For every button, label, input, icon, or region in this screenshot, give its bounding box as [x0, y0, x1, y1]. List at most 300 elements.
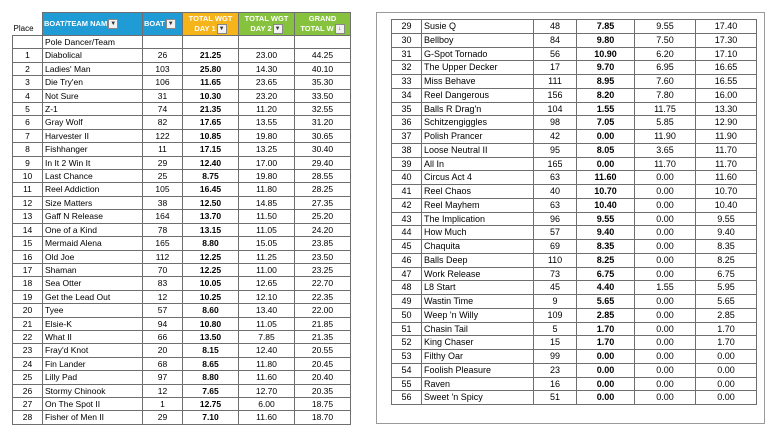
boat-number-cell[interactable]: 66 — [143, 330, 183, 343]
boat-number-cell[interactable]: 97 — [143, 371, 183, 384]
place-cell[interactable]: 54 — [392, 363, 422, 377]
place-cell[interactable]: 49 — [392, 295, 422, 309]
boat-team-name-cell[interactable]: Schitzengiggles — [422, 116, 534, 130]
day1-weight-cell[interactable]: 8.80 — [183, 237, 239, 250]
day2-weight-cell[interactable]: 1.55 — [635, 281, 696, 295]
day2-weight-cell[interactable]: 0.00 — [635, 185, 696, 199]
day2-weight-cell[interactable]: 0.00 — [635, 363, 696, 377]
boat-team-name-cell[interactable]: All In — [422, 157, 534, 171]
day1-weight-cell[interactable]: 25.80 — [183, 62, 239, 75]
day2-weight-cell[interactable]: 11.50 — [239, 210, 295, 223]
day2-weight-cell[interactable]: 0.00 — [635, 377, 696, 391]
column-header-total-wgt-day2[interactable] — [239, 13, 295, 36]
boat-number-cell[interactable]: 48 — [534, 20, 577, 34]
day2-weight-cell[interactable] — [239, 36, 295, 49]
day2-weight-cell[interactable]: 11.75 — [635, 102, 696, 116]
boat-team-name-cell[interactable]: Mermaid Alena — [43, 237, 143, 250]
boat-team-name-cell[interactable]: Not Sure — [43, 89, 143, 102]
day1-weight-cell[interactable]: 0.00 — [577, 363, 635, 377]
day1-weight-cell[interactable]: 10.30 — [183, 89, 239, 102]
boat-number-cell[interactable]: 57 — [534, 226, 577, 240]
boat-number-cell[interactable]: 82 — [143, 116, 183, 129]
grand-total-cell[interactable]: 21.35 — [295, 330, 351, 343]
day1-weight-cell[interactable]: 10.80 — [183, 317, 239, 330]
boat-team-name-cell[interactable]: The Implication — [422, 212, 534, 226]
boat-team-name-cell[interactable]: Reel Mayhem — [422, 198, 534, 212]
day2-weight-cell[interactable]: 7.85 — [239, 330, 295, 343]
grand-total-cell[interactable]: 20.35 — [295, 384, 351, 397]
boat-team-name-cell[interactable]: Work Release — [422, 267, 534, 281]
place-cell[interactable]: 42 — [392, 198, 422, 212]
boat-number-cell[interactable]: 12 — [143, 384, 183, 397]
boat-number-cell[interactable]: 74 — [143, 103, 183, 116]
boat-team-name-cell[interactable]: Harvester II — [43, 129, 143, 142]
day1-weight-cell[interactable]: 12.50 — [183, 196, 239, 209]
boat-number-cell[interactable]: 70 — [143, 263, 183, 276]
place-cell[interactable]: 7 — [13, 129, 43, 142]
day2-weight-cell[interactable]: 12.70 — [239, 384, 295, 397]
place-cell[interactable]: 24 — [13, 357, 43, 370]
place-cell[interactable]: 50 — [392, 308, 422, 322]
place-cell[interactable]: 23 — [13, 344, 43, 357]
day2-weight-cell[interactable]: 5.85 — [635, 116, 696, 130]
boat-number-cell[interactable] — [143, 36, 183, 49]
day1-weight-cell[interactable]: 12.25 — [183, 263, 239, 276]
day1-weight-cell[interactable]: 8.15 — [183, 344, 239, 357]
grand-total-cell[interactable]: 18.75 — [295, 397, 351, 410]
day1-weight-cell[interactable]: 17.65 — [183, 116, 239, 129]
column-header-grand-total[interactable] — [295, 13, 351, 36]
place-cell[interactable]: 37 — [392, 130, 422, 144]
column-header-boat-team-name[interactable] — [43, 13, 143, 36]
day2-weight-cell[interactable]: 0.00 — [635, 295, 696, 309]
day1-weight-cell[interactable]: 9.55 — [577, 212, 635, 226]
day2-weight-cell[interactable]: 6.20 — [635, 47, 696, 61]
grand-total-cell[interactable]: 12.90 — [696, 116, 757, 130]
day2-weight-cell[interactable]: 0.00 — [635, 171, 696, 185]
grand-total-cell[interactable]: 16.55 — [696, 75, 757, 89]
grand-total-cell[interactable]: 30.40 — [295, 143, 351, 156]
boat-number-cell[interactable]: 26 — [143, 49, 183, 62]
grand-total-cell[interactable]: 0.00 — [696, 350, 757, 364]
boat-team-name-cell[interactable]: L8 Start — [422, 281, 534, 295]
boat-team-name-cell[interactable]: Die Try'en — [43, 76, 143, 89]
boat-team-name-cell[interactable]: Reel Addiction — [43, 183, 143, 196]
grand-total-cell[interactable]: 1.70 — [696, 336, 757, 350]
place-cell[interactable]: 8 — [13, 143, 43, 156]
boat-team-name-cell[interactable]: The Upper Decker — [422, 61, 534, 75]
boat-number-cell[interactable]: 112 — [143, 250, 183, 263]
grand-total-cell[interactable]: 5.95 — [696, 281, 757, 295]
day2-weight-cell[interactable]: 0.00 — [635, 253, 696, 267]
place-cell[interactable]: 55 — [392, 377, 422, 391]
boat-number-cell[interactable]: 15 — [534, 336, 577, 350]
grand-total-cell[interactable]: 0.00 — [696, 391, 757, 405]
day1-weight-cell[interactable]: 4.40 — [577, 281, 635, 295]
grand-total-cell[interactable]: 18.70 — [295, 411, 351, 424]
grand-total-cell[interactable]: 17.40 — [696, 20, 757, 34]
day1-weight-cell[interactable]: 8.05 — [577, 143, 635, 157]
place-cell[interactable]: 36 — [392, 116, 422, 130]
day2-weight-cell[interactable]: 6.00 — [239, 397, 295, 410]
day1-weight-cell[interactable]: 6.75 — [577, 267, 635, 281]
day1-weight-cell[interactable]: 16.45 — [183, 183, 239, 196]
place-cell[interactable]: 45 — [392, 240, 422, 254]
day2-weight-cell[interactable]: 19.80 — [239, 170, 295, 183]
boat-team-name-cell[interactable]: Lilly Pad — [43, 371, 143, 384]
boat-number-cell[interactable]: 69 — [534, 240, 577, 254]
day1-weight-cell[interactable]: 12.40 — [183, 156, 239, 169]
grand-total-cell[interactable]: 9.55 — [696, 212, 757, 226]
grand-total-cell[interactable]: 1.70 — [696, 322, 757, 336]
boat-team-name-cell[interactable]: G-Spot Tornado — [422, 47, 534, 61]
day1-weight-cell[interactable]: 0.00 — [577, 377, 635, 391]
day2-weight-cell[interactable]: 11.60 — [239, 371, 295, 384]
place-cell[interactable]: 12 — [13, 196, 43, 209]
day1-weight-cell[interactable]: 8.75 — [183, 170, 239, 183]
boat-number-cell[interactable]: 25 — [143, 170, 183, 183]
boat-team-name-cell[interactable]: How Much — [422, 226, 534, 240]
grand-total-cell[interactable]: 16.65 — [696, 61, 757, 75]
day2-weight-cell[interactable]: 14.85 — [239, 196, 295, 209]
day2-weight-cell[interactable]: 23.00 — [239, 49, 295, 62]
grand-total-cell[interactable]: 11.70 — [696, 143, 757, 157]
day1-weight-cell[interactable]: 2.85 — [577, 308, 635, 322]
boat-number-cell[interactable]: 156 — [534, 88, 577, 102]
boat-team-name-cell[interactable]: Balls Deep — [422, 253, 534, 267]
day2-weight-cell[interactable]: 11.60 — [239, 411, 295, 424]
boat-team-name-cell[interactable]: Gray Wolf — [43, 116, 143, 129]
grand-total-cell[interactable]: 27.35 — [295, 196, 351, 209]
grand-total-cell[interactable]: 16.00 — [696, 88, 757, 102]
day1-weight-cell[interactable]: 10.40 — [577, 198, 635, 212]
boat-number-cell[interactable]: 165 — [534, 157, 577, 171]
place-cell[interactable]: 5 — [13, 103, 43, 116]
boat-team-name-cell[interactable]: Z-1 — [43, 103, 143, 116]
day2-weight-cell[interactable]: 15.05 — [239, 237, 295, 250]
day2-weight-cell[interactable]: 11.00 — [239, 263, 295, 276]
place-cell[interactable]: 15 — [13, 237, 43, 250]
day2-weight-cell[interactable]: 11.70 — [635, 157, 696, 171]
day1-weight-cell[interactable]: 7.65 — [183, 384, 239, 397]
day1-weight-cell[interactable]: 17.15 — [183, 143, 239, 156]
day2-weight-cell[interactable]: 0.00 — [635, 322, 696, 336]
boat-number-cell[interactable]: 96 — [534, 212, 577, 226]
place-cell[interactable]: 43 — [392, 212, 422, 226]
day1-weight-cell[interactable]: 0.00 — [577, 350, 635, 364]
day1-weight-cell[interactable]: 9.70 — [577, 61, 635, 75]
day1-weight-cell[interactable]: 21.25 — [183, 49, 239, 62]
boat-number-cell[interactable]: 164 — [143, 210, 183, 223]
boat-team-name-cell[interactable]: On The Spot II — [43, 397, 143, 410]
grand-total-cell[interactable]: 11.90 — [696, 130, 757, 144]
place-cell[interactable]: 39 — [392, 157, 422, 171]
place-cell[interactable]: 48 — [392, 281, 422, 295]
grand-total-cell[interactable]: 0.00 — [696, 377, 757, 391]
day2-weight-cell[interactable]: 23.65 — [239, 76, 295, 89]
day1-weight-cell[interactable]: 10.70 — [577, 185, 635, 199]
boat-team-name-cell[interactable]: In It 2 Win It — [43, 156, 143, 169]
boat-number-cell[interactable]: 23 — [534, 363, 577, 377]
boat-number-cell[interactable]: 99 — [534, 350, 577, 364]
place-cell[interactable]: 21 — [13, 317, 43, 330]
boat-number-cell[interactable]: 122 — [143, 129, 183, 142]
filter-dropdown-icon[interactable]: ▼ — [273, 24, 283, 34]
boat-number-cell[interactable]: 165 — [143, 237, 183, 250]
day2-weight-cell[interactable]: 12.65 — [239, 277, 295, 290]
place-cell[interactable]: 11 — [13, 183, 43, 196]
place-cell[interactable]: 32 — [392, 61, 422, 75]
grand-total-cell[interactable]: 35.30 — [295, 76, 351, 89]
boat-team-name-cell[interactable]: Size Matters — [43, 196, 143, 209]
boat-team-name-cell[interactable]: Fray'd Knot — [43, 344, 143, 357]
day2-weight-cell[interactable]: 0.00 — [635, 240, 696, 254]
day1-weight-cell[interactable]: 10.05 — [183, 277, 239, 290]
place-cell[interactable]: 52 — [392, 336, 422, 350]
place-cell[interactable]: 31 — [392, 47, 422, 61]
day1-weight-cell[interactable]: 13.70 — [183, 210, 239, 223]
boat-team-name-cell[interactable]: Sea Otter — [43, 277, 143, 290]
day2-weight-cell[interactable]: 0.00 — [635, 198, 696, 212]
day2-weight-cell[interactable]: 12.10 — [239, 290, 295, 303]
boat-team-name-cell[interactable]: Get the Lead Out — [43, 290, 143, 303]
boat-number-cell[interactable]: 29 — [143, 156, 183, 169]
grand-total-cell[interactable]: 23.85 — [295, 237, 351, 250]
grand-total-cell[interactable]: 17.10 — [696, 47, 757, 61]
place-cell[interactable]: 22 — [13, 330, 43, 343]
boat-number-cell[interactable]: 106 — [143, 76, 183, 89]
day1-weight-cell[interactable]: 8.25 — [577, 253, 635, 267]
grand-total-cell[interactable]: 22.70 — [295, 277, 351, 290]
day2-weight-cell[interactable]: 11.05 — [239, 223, 295, 236]
boat-team-name-cell[interactable]: Pole Dancer/Team — [43, 36, 143, 49]
day2-weight-cell[interactable]: 0.00 — [635, 336, 696, 350]
boat-number-cell[interactable]: 95 — [534, 143, 577, 157]
boat-team-name-cell[interactable]: Stormy Chinook — [43, 384, 143, 397]
place-cell[interactable]: 2 — [13, 62, 43, 75]
day2-weight-cell[interactable]: 11.80 — [239, 357, 295, 370]
day1-weight-cell[interactable]: 10.85 — [183, 129, 239, 142]
place-cell[interactable]: 51 — [392, 322, 422, 336]
grand-total-cell[interactable]: 28.25 — [295, 183, 351, 196]
boat-number-cell[interactable]: 63 — [534, 198, 577, 212]
place-cell[interactable]: 30 — [392, 33, 422, 47]
day2-weight-cell[interactable]: 19.80 — [239, 129, 295, 142]
day2-weight-cell[interactable]: 3.65 — [635, 143, 696, 157]
boat-team-name-cell[interactable]: Wastin Time — [422, 295, 534, 309]
grand-total-cell[interactable]: 21.85 — [295, 317, 351, 330]
boat-team-name-cell[interactable]: Bellboy — [422, 33, 534, 47]
boat-team-name-cell[interactable]: What II — [43, 330, 143, 343]
boat-number-cell[interactable]: 98 — [534, 116, 577, 130]
place-cell[interactable]: 18 — [13, 277, 43, 290]
day2-weight-cell[interactable]: 7.50 — [635, 33, 696, 47]
day2-weight-cell[interactable]: 17.00 — [239, 156, 295, 169]
boat-number-cell[interactable]: 78 — [143, 223, 183, 236]
boat-number-cell[interactable]: 84 — [534, 33, 577, 47]
day1-weight-cell[interactable]: 21.35 — [183, 103, 239, 116]
day1-weight-cell[interactable] — [183, 36, 239, 49]
day1-weight-cell[interactable]: 12.25 — [183, 250, 239, 263]
boat-team-name-cell[interactable]: Balls R Drag'n — [422, 102, 534, 116]
grand-total-cell[interactable]: 22.35 — [295, 290, 351, 303]
place-cell[interactable]: 44 — [392, 226, 422, 240]
boat-number-cell[interactable]: 110 — [534, 253, 577, 267]
grand-total-cell[interactable]: 23.25 — [295, 263, 351, 276]
grand-total-cell[interactable]: 30.65 — [295, 129, 351, 142]
grand-total-cell[interactable]: 33.50 — [295, 89, 351, 102]
place-cell[interactable]: 10 — [13, 170, 43, 183]
boat-number-cell[interactable]: 73 — [534, 267, 577, 281]
place-cell[interactable]: 38 — [392, 143, 422, 157]
boat-number-cell[interactable]: 17 — [534, 61, 577, 75]
day1-weight-cell[interactable]: 7.05 — [577, 116, 635, 130]
boat-number-cell[interactable]: 12 — [143, 290, 183, 303]
boat-number-cell[interactable]: 105 — [143, 183, 183, 196]
day2-weight-cell[interactable]: 6.95 — [635, 61, 696, 75]
grand-total-cell[interactable]: 17.30 — [696, 33, 757, 47]
place-cell[interactable] — [13, 36, 43, 49]
boat-team-name-cell[interactable]: Fishhanger — [43, 143, 143, 156]
place-cell[interactable]: 14 — [13, 223, 43, 236]
grand-total-cell[interactable]: 32.55 — [295, 103, 351, 116]
grand-total-cell[interactable]: 24.20 — [295, 223, 351, 236]
day1-weight-cell[interactable]: 10.25 — [183, 290, 239, 303]
day1-weight-cell[interactable]: 1.70 — [577, 336, 635, 350]
place-cell[interactable]: 33 — [392, 75, 422, 89]
place-cell[interactable]: 28 — [13, 411, 43, 424]
day1-weight-cell[interactable]: 1.70 — [577, 322, 635, 336]
boat-number-cell[interactable]: 56 — [534, 47, 577, 61]
day2-weight-cell[interactable]: 7.60 — [635, 75, 696, 89]
boat-team-name-cell[interactable]: Ladies' Man — [43, 62, 143, 75]
place-cell[interactable]: 40 — [392, 171, 422, 185]
grand-total-cell[interactable]: 6.75 — [696, 267, 757, 281]
boat-team-name-cell[interactable]: Reel Chaos — [422, 185, 534, 199]
boat-team-name-cell[interactable]: Filthy Oar — [422, 350, 534, 364]
place-cell[interactable]: 17 — [13, 263, 43, 276]
filter-dropdown-icon[interactable]: ▼ — [108, 19, 118, 29]
day1-weight-cell[interactable]: 8.95 — [577, 75, 635, 89]
day2-weight-cell[interactable]: 11.05 — [239, 317, 295, 330]
boat-team-name-cell[interactable]: Chaquita — [422, 240, 534, 254]
grand-total-cell[interactable]: 5.65 — [696, 295, 757, 309]
day1-weight-cell[interactable]: 13.15 — [183, 223, 239, 236]
column-header-boat[interactable] — [143, 13, 183, 36]
day1-weight-cell[interactable]: 0.00 — [577, 157, 635, 171]
place-cell[interactable]: 47 — [392, 267, 422, 281]
boat-team-name-cell[interactable]: Polish Prancer — [422, 130, 534, 144]
grand-total-cell[interactable]: 10.70 — [696, 185, 757, 199]
boat-team-name-cell[interactable]: Diabolical — [43, 49, 143, 62]
day1-weight-cell[interactable]: 0.00 — [577, 130, 635, 144]
grand-total-cell[interactable]: 8.25 — [696, 253, 757, 267]
place-cell[interactable]: 29 — [392, 20, 422, 34]
boat-number-cell[interactable]: 1 — [143, 397, 183, 410]
day2-weight-cell[interactable]: 0.00 — [635, 391, 696, 405]
place-cell[interactable]: 13 — [13, 210, 43, 223]
boat-number-cell[interactable]: 38 — [143, 196, 183, 209]
place-cell[interactable]: 20 — [13, 304, 43, 317]
day2-weight-cell[interactable]: 0.00 — [635, 226, 696, 240]
place-cell[interactable]: 3 — [13, 76, 43, 89]
boat-number-cell[interactable]: 94 — [143, 317, 183, 330]
grand-total-cell[interactable]: 9.40 — [696, 226, 757, 240]
place-cell[interactable]: 6 — [13, 116, 43, 129]
day1-weight-cell[interactable]: 8.65 — [183, 357, 239, 370]
grand-total-cell[interactable]: 40.10 — [295, 62, 351, 75]
day1-weight-cell[interactable]: 11.65 — [183, 76, 239, 89]
boat-number-cell[interactable]: 9 — [534, 295, 577, 309]
grand-total-cell[interactable]: 2.85 — [696, 308, 757, 322]
boat-number-cell[interactable]: 42 — [534, 130, 577, 144]
boat-number-cell[interactable]: 51 — [534, 391, 577, 405]
place-cell[interactable]: 26 — [13, 384, 43, 397]
place-cell[interactable]: 56 — [392, 391, 422, 405]
grand-total-cell[interactable]: 13.30 — [696, 102, 757, 116]
grand-total-cell[interactable]: 31.20 — [295, 116, 351, 129]
day1-weight-cell[interactable]: 0.00 — [577, 391, 635, 405]
day1-weight-cell[interactable]: 10.90 — [577, 47, 635, 61]
day1-weight-cell[interactable]: 8.20 — [577, 88, 635, 102]
grand-total-cell[interactable]: 10.40 — [696, 198, 757, 212]
day2-weight-cell[interactable]: 7.80 — [635, 88, 696, 102]
place-cell[interactable]: 1 — [13, 49, 43, 62]
day1-weight-cell[interactable]: 5.65 — [577, 295, 635, 309]
place-cell[interactable]: 16 — [13, 250, 43, 263]
place-cell[interactable]: 35 — [392, 102, 422, 116]
grand-total-cell[interactable]: 8.35 — [696, 240, 757, 254]
boat-number-cell[interactable]: 31 — [143, 89, 183, 102]
boat-team-name-cell[interactable]: Susie Q — [422, 20, 534, 34]
boat-number-cell[interactable]: 16 — [534, 377, 577, 391]
boat-team-name-cell[interactable]: Tyee — [43, 304, 143, 317]
boat-team-name-cell[interactable]: Circus Act 4 — [422, 171, 534, 185]
boat-number-cell[interactable]: 11 — [143, 143, 183, 156]
boat-number-cell[interactable]: 5 — [534, 322, 577, 336]
grand-total-cell[interactable]: 29.40 — [295, 156, 351, 169]
day1-weight-cell[interactable]: 11.60 — [577, 171, 635, 185]
day2-weight-cell[interactable]: 11.90 — [635, 130, 696, 144]
day2-weight-cell[interactable]: 0.00 — [635, 350, 696, 364]
grand-total-cell[interactable]: 20.45 — [295, 357, 351, 370]
day2-weight-cell[interactable]: 0.00 — [635, 212, 696, 226]
day1-weight-cell[interactable]: 13.50 — [183, 330, 239, 343]
day2-weight-cell[interactable]: 0.00 — [635, 267, 696, 281]
day1-weight-cell[interactable]: 9.80 — [577, 33, 635, 47]
place-cell[interactable]: 25 — [13, 371, 43, 384]
place-cell[interactable]: 9 — [13, 156, 43, 169]
day1-weight-cell[interactable]: 8.80 — [183, 371, 239, 384]
day1-weight-cell[interactable]: 7.10 — [183, 411, 239, 424]
boat-number-cell[interactable]: 68 — [143, 357, 183, 370]
boat-team-name-cell[interactable]: Old Joe — [43, 250, 143, 263]
grand-total-cell[interactable]: 11.70 — [696, 157, 757, 171]
boat-team-name-cell[interactable]: Sweet 'n Spicy — [422, 391, 534, 405]
day2-weight-cell[interactable]: 12.40 — [239, 344, 295, 357]
boat-team-name-cell[interactable]: Loose Neutral II — [422, 143, 534, 157]
day2-weight-cell[interactable]: 11.20 — [239, 103, 295, 116]
boat-team-name-cell[interactable]: Weep 'n Willy — [422, 308, 534, 322]
day1-weight-cell[interactable]: 7.85 — [577, 20, 635, 34]
day1-weight-cell[interactable]: 8.35 — [577, 240, 635, 254]
column-header-total-wgt-day1[interactable] — [183, 13, 239, 36]
day2-weight-cell[interactable]: 13.25 — [239, 143, 295, 156]
boat-team-name-cell[interactable]: Chasin Tail — [422, 322, 534, 336]
boat-team-name-cell[interactable]: Foolish Pleasure — [422, 363, 534, 377]
boat-team-name-cell[interactable]: Elsie-K — [43, 317, 143, 330]
boat-number-cell[interactable]: 63 — [534, 171, 577, 185]
